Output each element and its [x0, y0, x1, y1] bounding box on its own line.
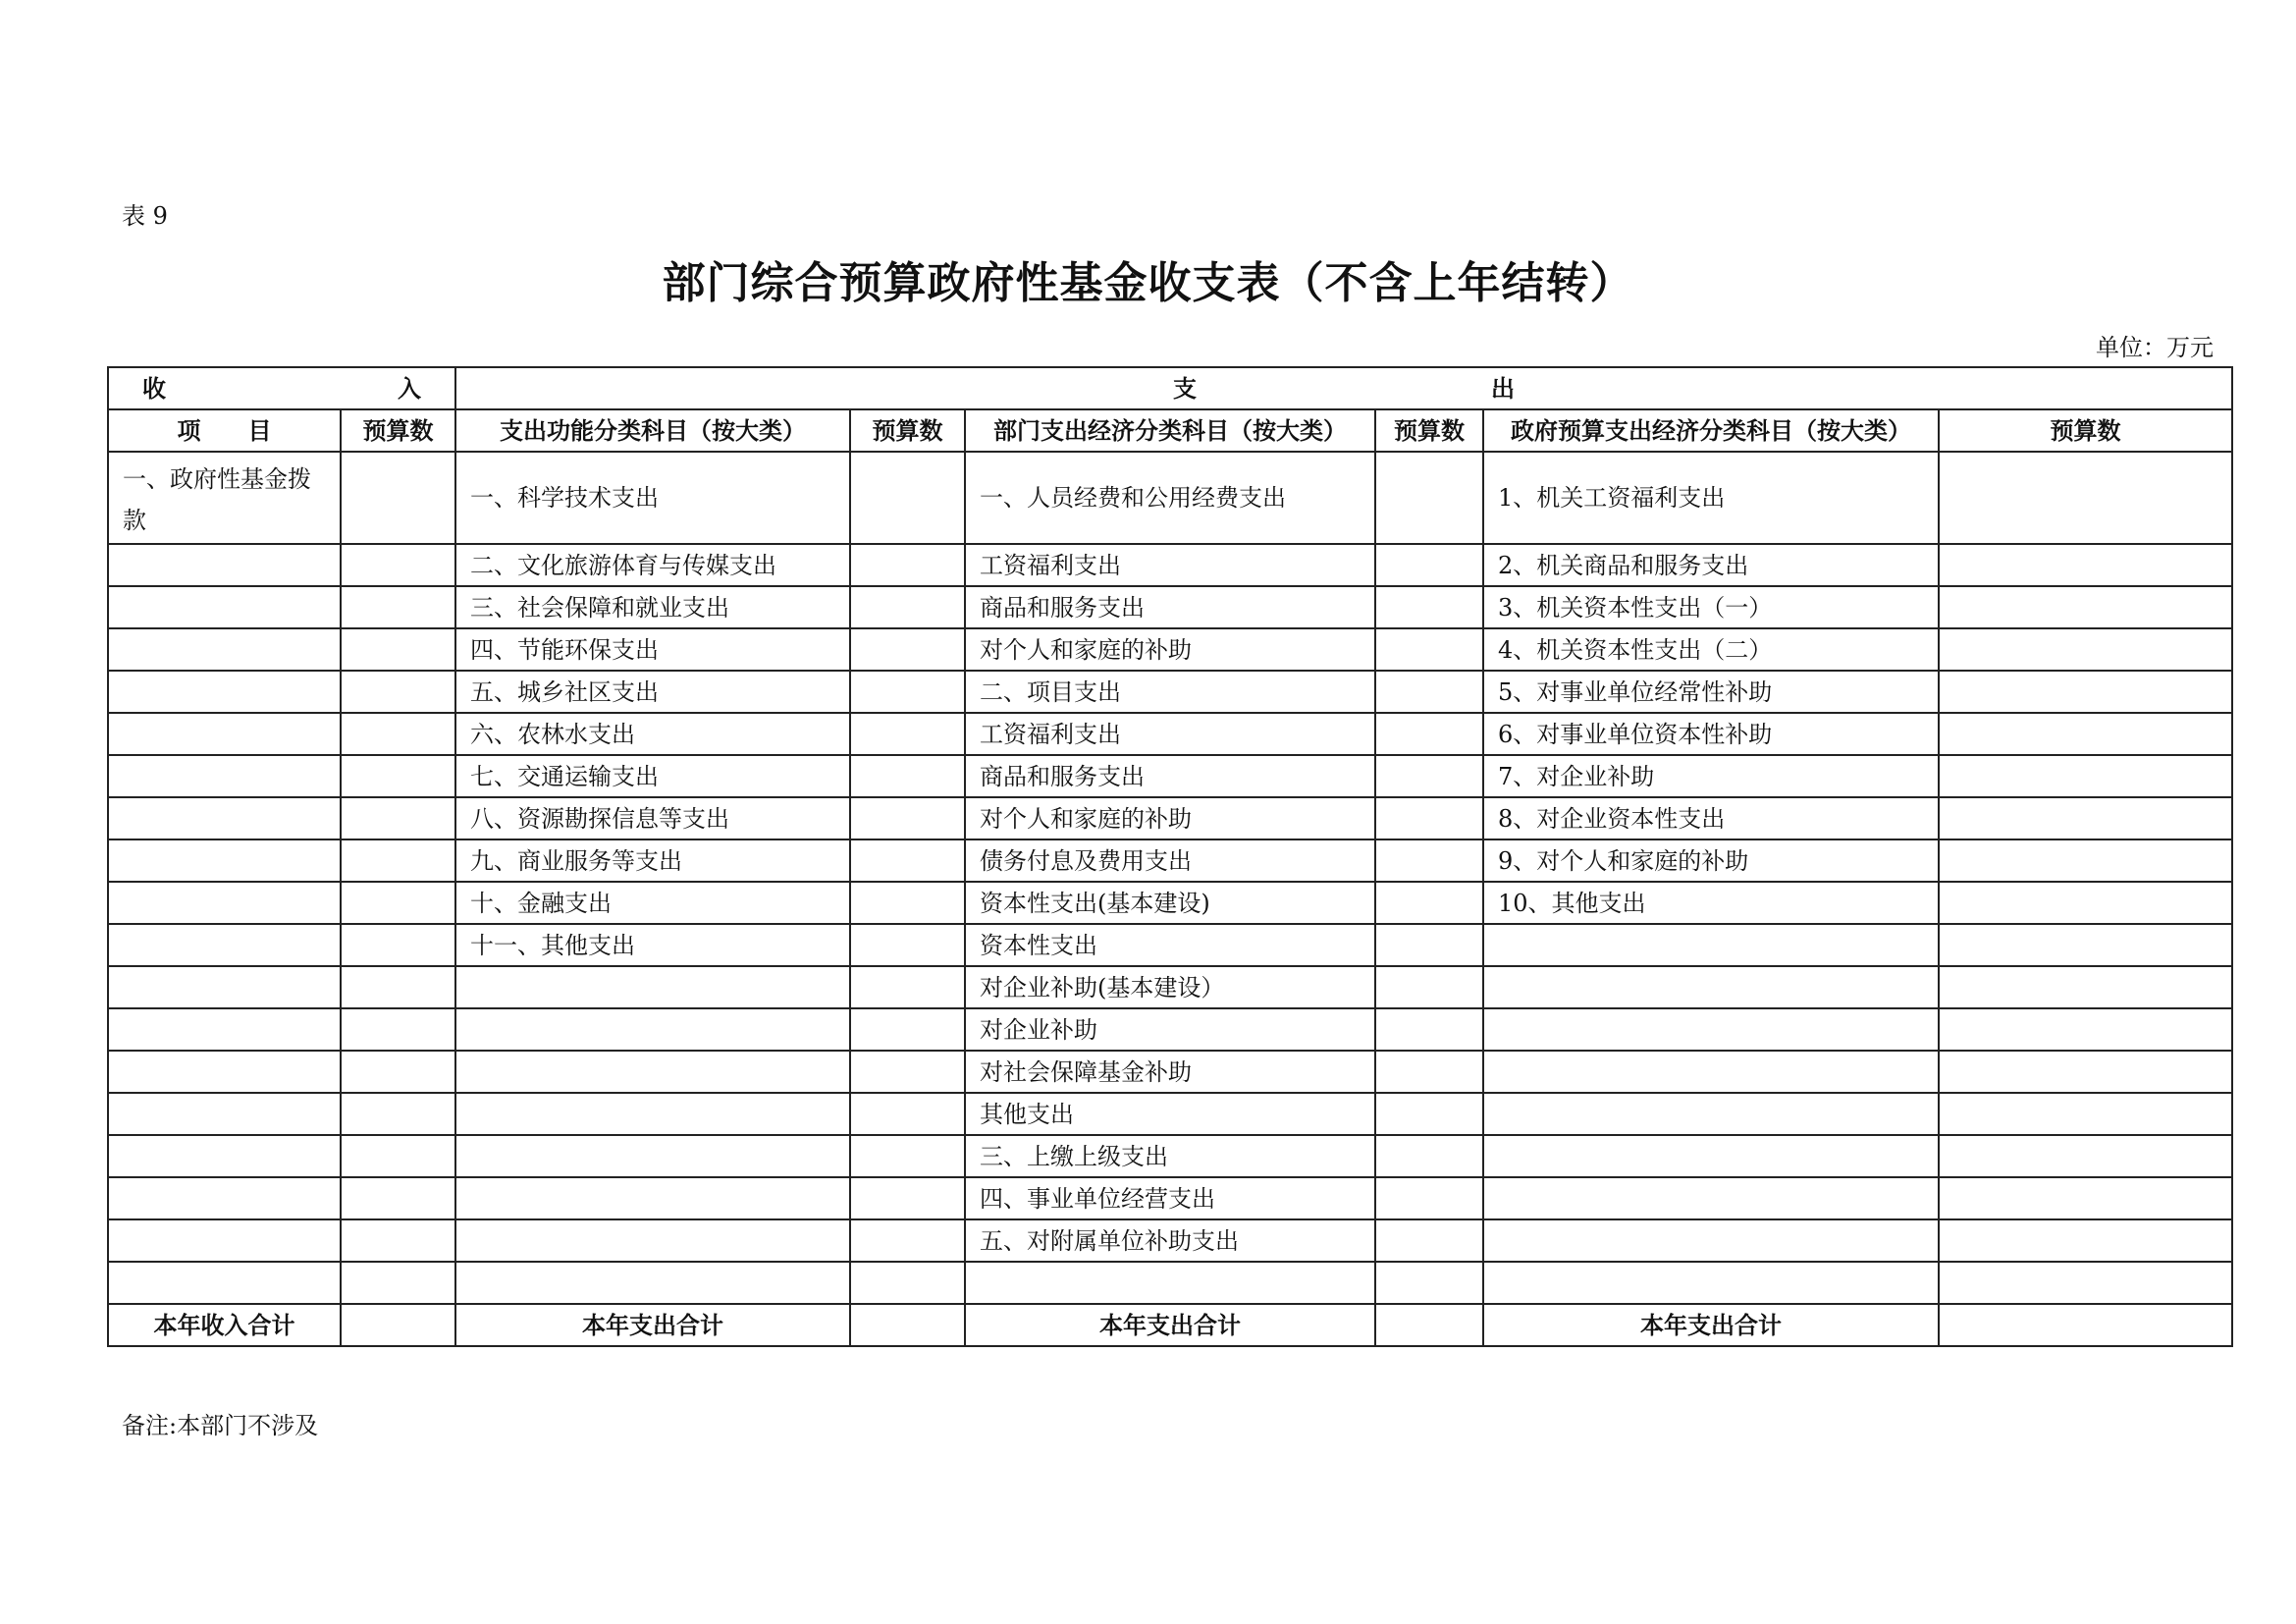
budget-cell — [850, 924, 965, 966]
gov-econ-category-cell — [1483, 1051, 1939, 1093]
total-expense-label: 本年支出合计 — [965, 1304, 1375, 1346]
total-expense-label: 本年支出合计 — [1483, 1304, 1939, 1346]
table-row — [108, 713, 2232, 755]
col-header-budget: 预算数 — [1939, 409, 2232, 452]
table-row — [108, 1093, 2232, 1135]
table-row — [108, 452, 2232, 544]
budget-cell — [1939, 452, 2232, 544]
income-item-cell — [108, 628, 341, 671]
gov-econ-category-cell: 8、对企业资本性支出 — [1483, 797, 1939, 839]
budget-cell — [850, 839, 965, 882]
gov-econ-category-cell: 3、机关资本性支出（一） — [1483, 586, 1939, 628]
budget-cell — [1375, 1051, 1483, 1093]
table-row — [108, 671, 2232, 713]
col-header-budget: 预算数 — [341, 409, 455, 452]
budget-cell — [341, 1304, 455, 1346]
budget-cell — [1375, 755, 1483, 797]
budget-cell — [1375, 671, 1483, 713]
budget-cell — [1375, 1177, 1483, 1219]
budget-table — [107, 366, 2233, 1347]
func-category-cell — [455, 1219, 850, 1262]
income-item-cell — [108, 1051, 341, 1093]
unit-label: 单位：万元 — [2096, 334, 2214, 361]
gov-econ-category-cell — [1483, 1262, 1939, 1304]
col-header-item: 项 目 — [108, 409, 341, 452]
table-row — [108, 882, 2232, 924]
gov-econ-category-cell: 6、对事业单位资本性补助 — [1483, 713, 1939, 755]
func-category-cell: 二、文化旅游体育与传媒支出 — [455, 544, 850, 586]
budget-cell — [1375, 452, 1483, 544]
budget-cell — [850, 1219, 965, 1262]
table-row — [108, 924, 2232, 966]
budget-cell — [850, 544, 965, 586]
col-header-dept-econ: 部门支出经济分类科目（按大类） — [965, 409, 1375, 452]
budget-cell — [1375, 544, 1483, 586]
budget-cell — [850, 1051, 965, 1093]
budget-cell — [1939, 671, 2232, 713]
budget-cell — [341, 966, 455, 1008]
budget-cell — [341, 1177, 455, 1219]
budget-cell — [1939, 1219, 2232, 1262]
gov-econ-category-cell: 1、机关工资福利支出 — [1483, 452, 1939, 544]
budget-cell — [850, 452, 965, 544]
col-header-budget: 预算数 — [850, 409, 965, 452]
budget-cell — [850, 586, 965, 628]
budget-cell — [1939, 882, 2232, 924]
table-row — [108, 1219, 2232, 1262]
table-row — [108, 839, 2232, 882]
budget-cell — [341, 924, 455, 966]
budget-cell — [1375, 1304, 1483, 1346]
budget-cell — [1375, 966, 1483, 1008]
budget-cell — [341, 628, 455, 671]
func-category-cell: 四、节能环保支出 — [455, 628, 850, 671]
budget-cell — [341, 755, 455, 797]
budget-cell — [1939, 924, 2232, 966]
func-category-cell — [455, 1177, 850, 1219]
table-row — [108, 966, 2232, 1008]
dept-econ-category-cell: 五、对附属单位补助支出 — [965, 1219, 1375, 1262]
income-section-header: 收 入 — [108, 367, 455, 409]
section-header-row — [108, 367, 2232, 409]
income-item-cell — [108, 1177, 341, 1219]
budget-cell — [1939, 586, 2232, 628]
table-row — [108, 1051, 2232, 1093]
gov-econ-category-cell: 2、机关商品和服务支出 — [1483, 544, 1939, 586]
func-category-cell: 一、科学技术支出 — [455, 452, 850, 544]
budget-cell — [850, 1304, 965, 1346]
budget-cell — [1939, 966, 2232, 1008]
budget-cell — [850, 671, 965, 713]
dept-econ-category-cell: 债务付息及费用支出 — [965, 839, 1375, 882]
gov-econ-category-cell: 7、对企业补助 — [1483, 755, 1939, 797]
budget-cell — [1375, 713, 1483, 755]
budget-cell — [341, 544, 455, 586]
dept-econ-category-cell — [965, 1262, 1375, 1304]
budget-cell — [850, 1177, 965, 1219]
budget-cell — [1375, 586, 1483, 628]
budget-cell — [1375, 1008, 1483, 1051]
func-category-cell — [455, 1051, 850, 1093]
budget-cell — [1939, 1093, 2232, 1135]
column-header-row — [108, 409, 2232, 452]
budget-cell — [1939, 713, 2232, 755]
budget-cell — [1939, 628, 2232, 671]
income-item-cell — [108, 966, 341, 1008]
col-header-func: 支出功能分类科目（按大类） — [455, 409, 850, 452]
gov-econ-category-cell: 10、其他支出 — [1483, 882, 1939, 924]
budget-cell — [850, 1135, 965, 1177]
budget-cell — [341, 797, 455, 839]
dept-econ-category-cell: 一、人员经费和公用经费支出 — [965, 452, 1375, 544]
dept-econ-category-cell: 工资福利支出 — [965, 544, 1375, 586]
income-item-cell — [108, 882, 341, 924]
budget-cell — [1939, 1304, 2232, 1346]
table-label: 表 9 — [122, 202, 168, 230]
table-row — [108, 544, 2232, 586]
func-category-cell — [455, 966, 850, 1008]
func-category-cell: 七、交通运输支出 — [455, 755, 850, 797]
income-item-cell — [108, 1219, 341, 1262]
budget-cell — [1375, 797, 1483, 839]
func-category-cell: 八、资源勘探信息等支出 — [455, 797, 850, 839]
dept-econ-category-cell: 其他支出 — [965, 1093, 1375, 1135]
table-row — [108, 1008, 2232, 1051]
income-item-cell — [108, 544, 341, 586]
income-item-cell — [108, 671, 341, 713]
budget-cell — [341, 839, 455, 882]
dept-econ-category-cell: 四、事业单位经营支出 — [965, 1177, 1375, 1219]
income-item-cell — [108, 755, 341, 797]
gov-econ-category-cell — [1483, 1135, 1939, 1177]
budget-cell — [1375, 1219, 1483, 1262]
income-item-cell — [108, 839, 341, 882]
budget-cell — [1939, 1262, 2232, 1304]
budget-cell — [341, 1008, 455, 1051]
budget-cell — [341, 1262, 455, 1304]
func-category-cell: 十、金融支出 — [455, 882, 850, 924]
budget-cell — [341, 452, 455, 544]
dept-econ-category-cell: 对个人和家庭的补助 — [965, 628, 1375, 671]
total-expense-label: 本年支出合计 — [455, 1304, 850, 1346]
budget-cell — [341, 671, 455, 713]
budget-cell — [341, 586, 455, 628]
footnote: 备注:本部门不涉及 — [122, 1412, 319, 1439]
gov-econ-category-cell — [1483, 1177, 1939, 1219]
col-header-budget: 预算数 — [1375, 409, 1483, 452]
table-row — [108, 628, 2232, 671]
func-category-cell — [455, 1093, 850, 1135]
table-row — [108, 755, 2232, 797]
budget-cell — [1375, 1093, 1483, 1135]
total-income-label: 本年收入合计 — [108, 1304, 341, 1346]
budget-cell — [1939, 1177, 2232, 1219]
income-item-cell — [108, 1093, 341, 1135]
budget-cell — [1939, 797, 2232, 839]
dept-econ-category-cell: 资本性支出(基本建设) — [965, 882, 1375, 924]
dept-econ-category-cell: 对企业补助(基本建设） — [965, 966, 1375, 1008]
dept-econ-category-cell: 对企业补助 — [965, 1008, 1375, 1051]
budget-cell — [850, 966, 965, 1008]
func-category-cell — [455, 1262, 850, 1304]
table-row — [108, 1262, 2232, 1304]
col-header-gov-econ: 政府预算支出经济分类科目（按大类） — [1483, 409, 1939, 452]
budget-cell — [341, 882, 455, 924]
func-category-cell: 五、城乡社区支出 — [455, 671, 850, 713]
expense-section-header: 支 出 — [455, 367, 2232, 409]
dept-econ-category-cell: 三、上缴上级支出 — [965, 1135, 1375, 1177]
budget-cell — [850, 628, 965, 671]
gov-econ-category-cell — [1483, 966, 1939, 1008]
func-category-cell: 六、农林水支出 — [455, 713, 850, 755]
budget-cell — [850, 1262, 965, 1304]
func-category-cell: 十一、其他支出 — [455, 924, 850, 966]
gov-econ-category-cell — [1483, 1219, 1939, 1262]
budget-cell — [850, 755, 965, 797]
budget-cell — [850, 1093, 965, 1135]
budget-cell — [1375, 628, 1483, 671]
budget-cell — [1375, 839, 1483, 882]
table-row — [108, 797, 2232, 839]
income-item-cell — [108, 1008, 341, 1051]
budget-cell — [850, 713, 965, 755]
budget-cell — [341, 1051, 455, 1093]
budget-cell — [341, 1093, 455, 1135]
income-item-cell — [108, 1135, 341, 1177]
func-category-cell — [455, 1135, 850, 1177]
func-category-cell: 九、商业服务等支出 — [455, 839, 850, 882]
dept-econ-category-cell: 对社会保障基金补助 — [965, 1051, 1375, 1093]
dept-econ-category-cell: 商品和服务支出 — [965, 755, 1375, 797]
budget-cell — [341, 1135, 455, 1177]
budget-cell — [1375, 1262, 1483, 1304]
budget-cell — [1375, 1135, 1483, 1177]
page-title: 部门综合预算政府性基金收支表（不含上年结转） — [662, 258, 1634, 308]
budget-cell — [341, 1219, 455, 1262]
dept-econ-category-cell: 对个人和家庭的补助 — [965, 797, 1375, 839]
func-category-cell — [455, 1008, 850, 1051]
budget-cell — [850, 797, 965, 839]
gov-econ-category-cell: 5、对事业单位经常性补助 — [1483, 671, 1939, 713]
dept-econ-category-cell: 商品和服务支出 — [965, 586, 1375, 628]
budget-cell — [1375, 882, 1483, 924]
dept-econ-category-cell: 二、项目支出 — [965, 671, 1375, 713]
budget-cell — [341, 713, 455, 755]
budget-cell — [1939, 544, 2232, 586]
budget-cell — [1939, 755, 2232, 797]
gov-econ-category-cell — [1483, 1093, 1939, 1135]
table-row — [108, 586, 2232, 628]
gov-econ-category-cell: 4、机关资本性支出（二） — [1483, 628, 1939, 671]
income-item-cell — [108, 924, 341, 966]
budget-cell — [1375, 924, 1483, 966]
income-item-cell — [108, 1262, 341, 1304]
income-item-cell — [108, 713, 341, 755]
func-category-cell: 三、社会保障和就业支出 — [455, 586, 850, 628]
totals-row — [108, 1304, 2232, 1346]
budget-cell — [1939, 1135, 2232, 1177]
income-item-cell — [108, 586, 341, 628]
income-item-cell — [108, 797, 341, 839]
income-item-cell: 一、政府性基金拨款 — [108, 452, 341, 544]
gov-econ-category-cell — [1483, 924, 1939, 966]
budget-cell — [1939, 1008, 2232, 1051]
dept-econ-category-cell: 工资福利支出 — [965, 713, 1375, 755]
budget-cell — [1939, 1051, 2232, 1093]
table-row — [108, 1177, 2232, 1219]
budget-cell — [1939, 839, 2232, 882]
dept-econ-category-cell: 资本性支出 — [965, 924, 1375, 966]
budget-cell — [850, 1008, 965, 1051]
gov-econ-category-cell: 9、对个人和家庭的补助 — [1483, 839, 1939, 882]
table-row — [108, 1135, 2232, 1177]
gov-econ-category-cell — [1483, 1008, 1939, 1051]
budget-cell — [850, 882, 965, 924]
